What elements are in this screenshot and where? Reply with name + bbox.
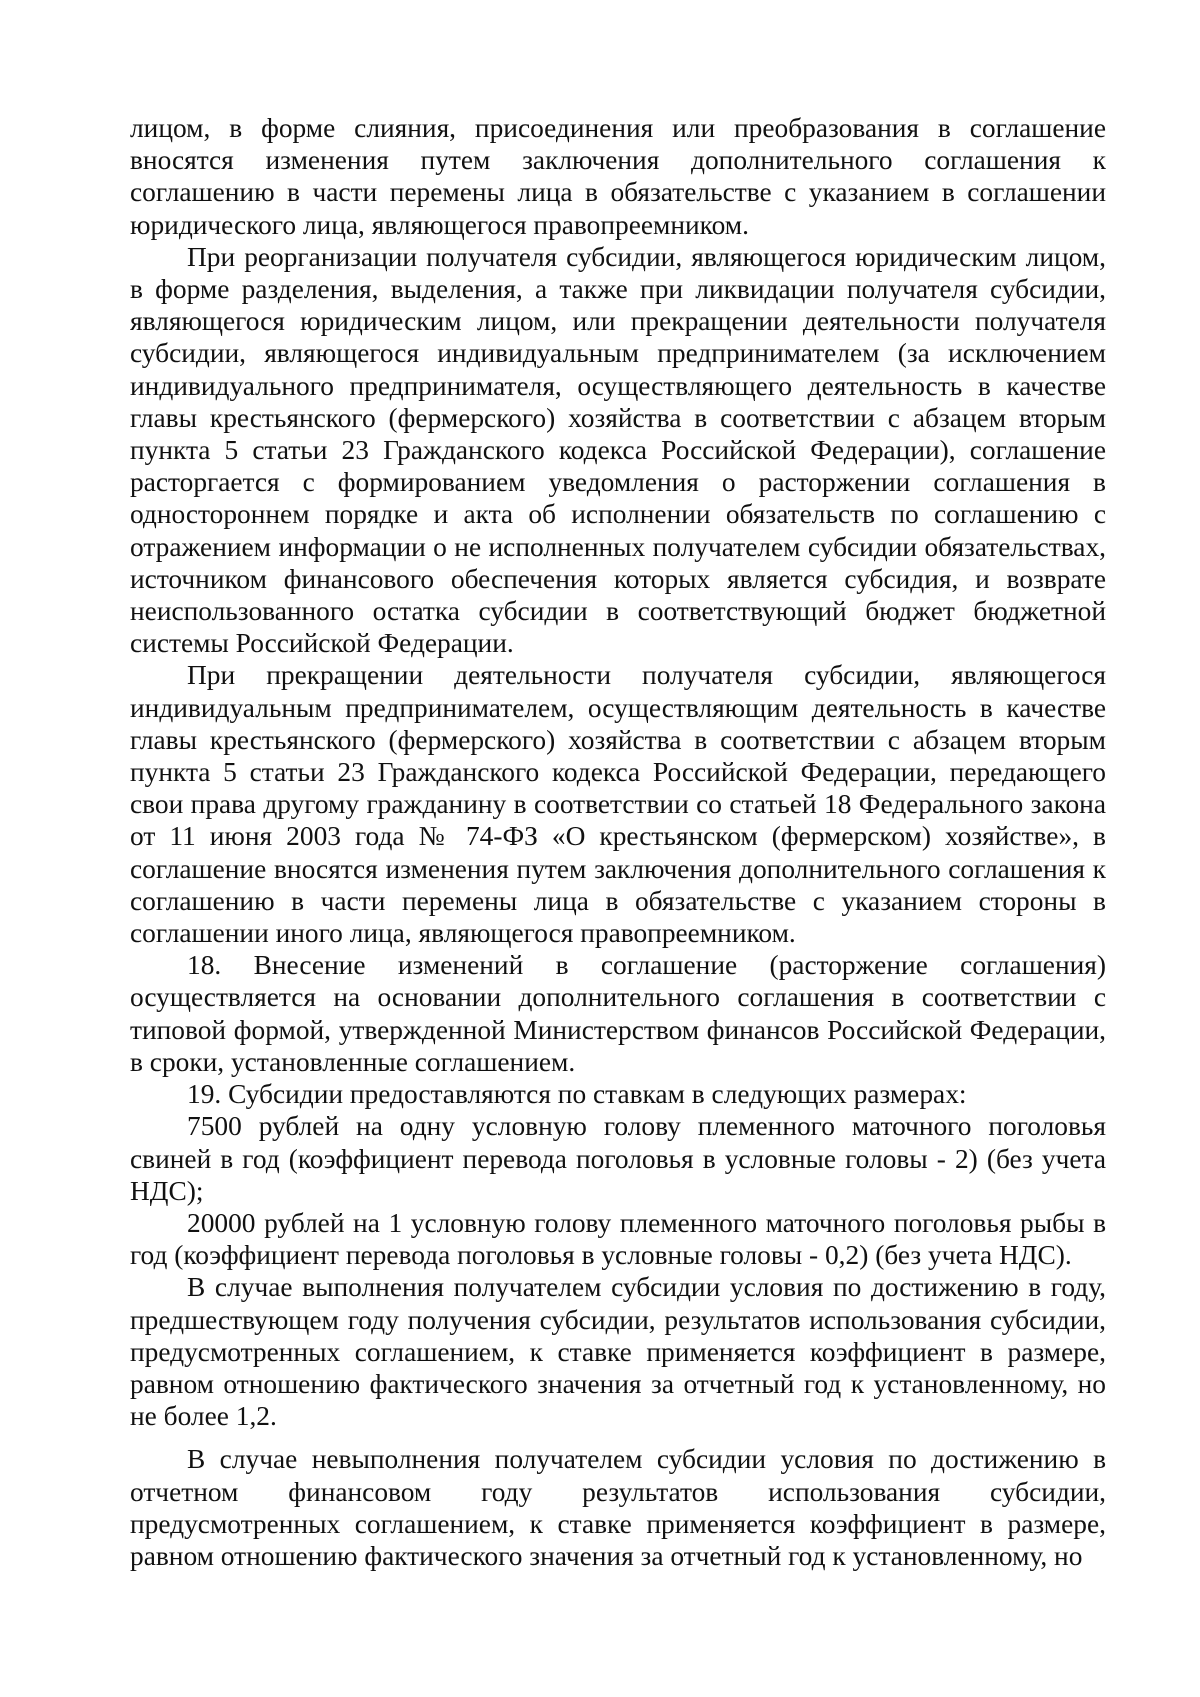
- paragraph-reorganization-division: При реорганизации получателя субсидии, являющегося юридическим лицом, в форме разделения, выделения, а также при ликвидации получателя субсидии, являющегося юридическим лицом, или прекращении деятельности получателя субсидии, являющегося индивидуальным предпринимателем (за исключением индивидуального предпринимателя, осуществляющего деятельность в качестве главы крестьянского (фермерского) хозяйства в соответствии с абзацем вторым пункта 5 статьи 23 Гражданского кодекса Российской Федерации), соглашение расторгается с формированием уведомления о расторжении соглашения в одностороннем порядке и акта об исполнении обязательств по соглашению с отражением информации о не исполненных получателем субсидии обязательствах, источником финансового обеспечения которых является субсидия, и возврате неиспользованного остатка субсидии в соответствующий бюджет бюджетной системы Российской Федерации.: [130, 241, 1106, 659]
- paragraph-farm-head-termination: При прекращении деятельности получателя субсидии, являющегося индивидуальным предпринимателем, осуществляющим деятельность в качестве главы крестьянского (фермерского) хозяйства в соответствии с абзацем вторым пункта 5 статьи 23 Гражданского кодекса Российской Федерации, передающего свои права другому гражданину в соответствии со статьей 18 Федерального закона от 11 июня 2003 года № 74-ФЗ «О крестьянском (фермерском) хозяйстве», в соглашение вносятся изменения путем заключения дополнительного соглашения к соглашению в части перемены лица в обязательстве с указанием стороны в соглашении иного лица, являющегося правопреемником.: [130, 660, 1106, 949]
- paragraph-coefficient-unfulfilled: В случае невыполнения получателем субсидии условия по достижению в отчетном финансовом году результатов использования субсидии, предусмотренных соглашением, к ставке применяется коэффициент в размере, равном отношению фактического значения за отчетный год к установленному, но: [130, 1444, 1106, 1571]
- paragraph-item-18: 18. Внесение изменений в соглашение (расторжение соглашения) осуществляется на основании дополнительного соглашения в соответствии с типовой формой, утвержденной Министерством финансов Российской Федерации, в сроки, установленные соглашением.: [130, 950, 1106, 1077]
- document-body: [130, 112, 1106, 1572]
- paragraph-rate-pigs: 7500 рублей на одну условную голову племенного маточного поголовья свиней в год (коэффициент перевода поголовья в условные головы - 2) (без учета НДС);: [130, 1111, 1106, 1206]
- paragraph-coefficient-fulfilled: В случае выполнения получателем субсидии условия по достижению в году, предшествующем году получения субсидии, результатов использования субсидии, предусмотренных соглашением, к ставке применяется коэффициент в размере, равном отношению фактического значения за отчетный год к установленному, но не более 1,2.: [130, 1272, 1106, 1432]
- paragraph-item-19: 19. Субсидии предоставляются по ставкам в следующих размерах:: [187, 1079, 967, 1110]
- paragraph-reorganization-merger: лицом, в форме слияния, присоединения или преобразования в соглашение вносятся изменения путем заключения дополнительного соглашения к соглашению в части перемены лица в обязательстве с указанием в соглашении юридического лица, являющегося правопреемником.: [130, 113, 1106, 240]
- paragraph-rate-fish: 20000 рублей на 1 условную голову племенного маточного поголовья рыбы в год (коэффициент перевода поголовья в условные головы - 0,2) (без учета НДС).: [130, 1207, 1106, 1271]
